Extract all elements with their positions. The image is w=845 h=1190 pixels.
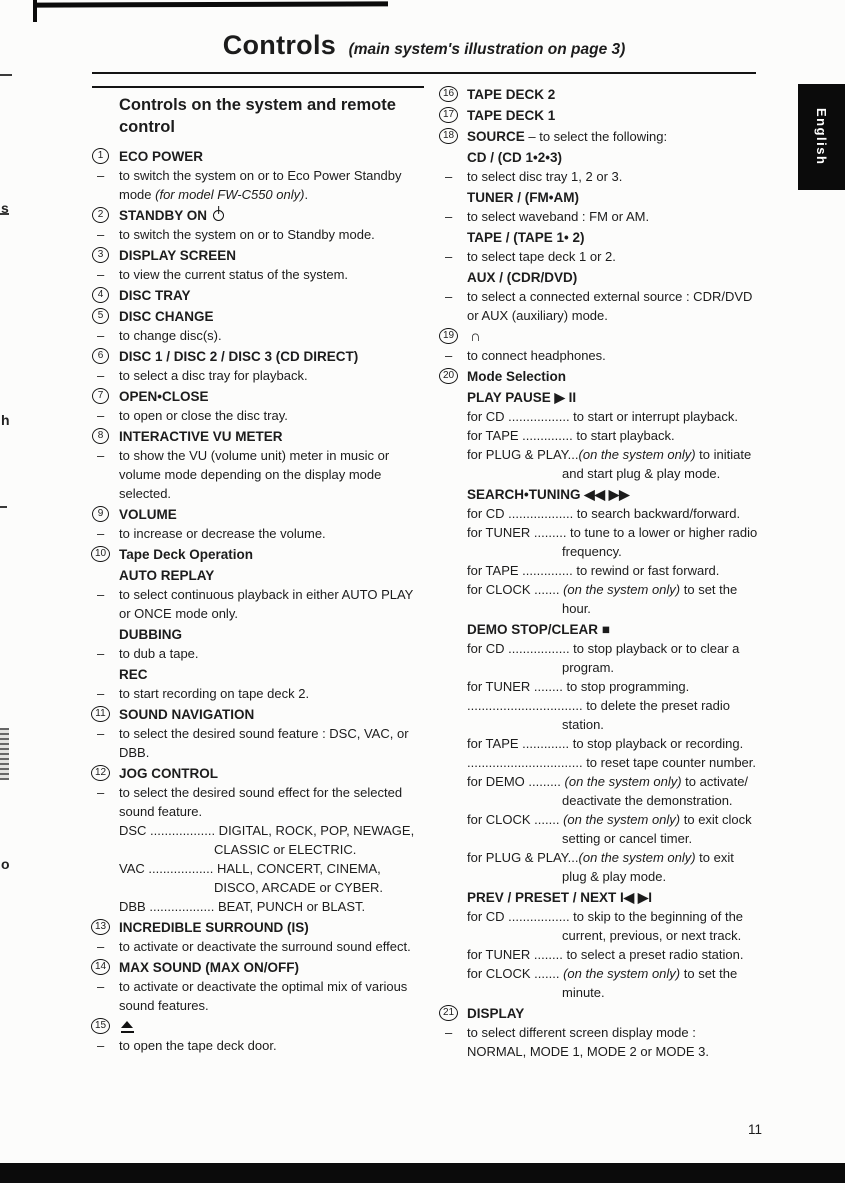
- control-entry: [92, 545, 424, 703]
- dash-bullet: –: [445, 209, 453, 224]
- dash-bullet: –: [97, 168, 105, 183]
- headphones-icon: ∩: [470, 328, 481, 345]
- item-number: 18: [439, 128, 458, 144]
- control-entry: [440, 367, 758, 1002]
- edge-artifact-line: [0, 74, 12, 76]
- control-name: JOG CONTROL: [119, 766, 219, 781]
- control-heading: [92, 147, 424, 166]
- edge-artifact-letter: s: [1, 200, 9, 216]
- control-name: MAX SOUND (MAX ON/OFF): [119, 960, 299, 975]
- description-text: to start recording on tape deck 2.: [119, 686, 310, 701]
- detail-line: for TUNER ........ to stop programming.: [467, 679, 690, 694]
- control-heading: [92, 206, 424, 225]
- control-entry: [440, 1004, 758, 1061]
- dash-bullet: –: [445, 169, 453, 184]
- control-heading: [440, 85, 758, 104]
- control-entry: [92, 286, 424, 305]
- control-name: DISC TRAY: [119, 288, 191, 303]
- control-name: VOLUME: [119, 507, 177, 522]
- detail-line: for TAPE .............. to start playback.: [467, 428, 675, 443]
- description-line: [92, 724, 424, 762]
- description-line: [440, 287, 758, 325]
- item-number: 8: [92, 428, 109, 444]
- control-heading: [440, 1004, 758, 1023]
- control-entry: [92, 387, 424, 425]
- dash-bullet: –: [445, 1025, 453, 1040]
- control-entry: [92, 958, 424, 1015]
- control-heading: [440, 327, 758, 346]
- description-text: to activate or deactivate the surround sound effect.: [119, 939, 411, 954]
- dash-bullet: –: [445, 348, 453, 363]
- item-number: 13: [91, 919, 110, 935]
- description-line: [92, 1036, 424, 1055]
- page-subtitle: (main system's illustration on page 3): [348, 41, 626, 58]
- description-line: [440, 346, 758, 365]
- control-heading: [92, 545, 424, 564]
- page-title: Controls: [222, 30, 337, 60]
- edge-artifact-letter: o: [1, 856, 10, 872]
- language-tab: [798, 84, 845, 190]
- control-name: SOURCE: [467, 129, 525, 144]
- item-number: 21: [439, 1005, 458, 1021]
- detail-line: for CD ................. to skip to the beginning of the current, previous, or next track.: [467, 909, 744, 943]
- control-heading: [92, 705, 424, 724]
- language-tab-label: English: [814, 108, 829, 166]
- control-entry: [92, 206, 424, 244]
- description-line: [440, 167, 758, 186]
- dash-bullet: –: [97, 227, 105, 242]
- detail-line: for CLOCK ....... (on the system only) to set the hour.: [467, 582, 738, 616]
- description-text: to open the tape deck door.: [119, 1038, 277, 1053]
- description-line: [92, 644, 424, 663]
- item-number: 2: [92, 207, 109, 223]
- control-heading: [92, 918, 424, 937]
- detail-line: DBB .................. BEAT, PUNCH or BLAST.: [119, 899, 366, 914]
- control-name: SOUND NAVIGATION: [119, 707, 255, 722]
- description-line: [92, 937, 424, 956]
- description-line: [92, 406, 424, 425]
- sub-control-name: REC: [119, 667, 148, 682]
- item-number: 3: [92, 247, 109, 263]
- control-entry: [92, 705, 424, 762]
- control-name: Mode Selection: [467, 369, 567, 384]
- dash-bullet: –: [97, 785, 105, 800]
- control-name: TAPE DECK 2: [467, 87, 556, 102]
- description-line: [92, 585, 424, 623]
- sub-control-name: CD / (CD 1•2•3): [467, 150, 562, 165]
- control-heading: [92, 505, 424, 524]
- control-entry: [92, 246, 424, 284]
- dash-bullet: –: [97, 939, 105, 954]
- detail-line: for TAPE ............. to stop playback or recording.: [467, 736, 744, 751]
- dash-bullet: –: [97, 587, 105, 602]
- description-line: [92, 166, 424, 204]
- description-line: [440, 1023, 758, 1061]
- page-number: 11: [748, 1122, 763, 1137]
- control-name: STANDBY ON: [119, 208, 208, 223]
- control-heading: [92, 764, 424, 783]
- detail-line: DSC .................. DIGITAL, ROCK, POP, NEWAGE, CLASSIC or ELECTRIC.: [119, 823, 415, 857]
- control-name: INCREDIBLE SURROUND (IS): [119, 920, 309, 935]
- dash-bullet: –: [445, 289, 453, 304]
- control-entry: [92, 427, 424, 503]
- description-text: to select a connected external source : CDR/DVD or AUX (auxiliary) mode.: [467, 289, 753, 323]
- section-title: Controls on the system and remote control: [119, 96, 396, 136]
- control-heading: [92, 427, 424, 446]
- dash-bullet: –: [97, 267, 105, 282]
- description-text: to select continuous playback in either AUTO PLAY or ONCE mode only.: [119, 587, 414, 621]
- control-name: DISPLAY SCREEN: [119, 248, 237, 263]
- dash-bullet: –: [97, 408, 105, 423]
- detail-line: for PLUG & PLAY...(on the system only) to exit plug & play mode.: [467, 850, 734, 884]
- item-number: 20: [439, 368, 458, 384]
- description-line: [92, 977, 424, 1015]
- control-entry: [92, 147, 424, 204]
- control-heading: [440, 367, 758, 386]
- detail-line: ................................ to reset tape counter number.: [467, 755, 757, 770]
- item-number: 7: [92, 388, 109, 404]
- item-number: 17: [439, 107, 458, 123]
- description-line: [92, 326, 424, 345]
- item-number: 12: [91, 765, 110, 781]
- right-entries: [440, 85, 758, 1061]
- edge-artifact-letter: h: [1, 412, 10, 428]
- description-text: to open or close the disc tray.: [119, 408, 288, 423]
- description-text: to activate or deactivate the optimal mix of various sound features.: [119, 979, 408, 1013]
- dash-bullet: –: [97, 646, 105, 661]
- detail-line: for TAPE .............. to rewind or fast forward.: [467, 563, 720, 578]
- control-heading: [92, 246, 424, 265]
- dash-bullet: –: [97, 686, 105, 701]
- control-entry: [92, 505, 424, 543]
- description-text: to select disc tray 1, 2 or 3.: [467, 169, 623, 184]
- dash-bullet: –: [97, 726, 105, 741]
- description-text: to select tape deck 1 or 2.: [467, 249, 616, 264]
- control-name: Tape Deck Operation: [119, 547, 254, 562]
- description-line: [92, 524, 424, 543]
- control-heading: [92, 387, 424, 406]
- sub-control-name: TUNER / (FM•AM): [467, 190, 579, 205]
- edge-artifact-line: [0, 506, 7, 508]
- edge-artifact-stripes: [0, 728, 9, 780]
- control-entry: [92, 347, 424, 385]
- detail-line: for TUNER ........ to select a preset radio station.: [467, 947, 744, 962]
- control-heading: [92, 347, 424, 366]
- detail-line: for CLOCK ....... (on the system only) to exit clock setting or cancel timer.: [467, 812, 752, 846]
- control-name: DISPLAY: [467, 1006, 525, 1021]
- detail-line: for TUNER ......... to tune to a lower or higher radio frequency.: [467, 525, 758, 559]
- control-name: DISC CHANGE: [119, 309, 214, 324]
- dash-bullet: –: [97, 448, 105, 463]
- description-text: to view the current status of the system.: [119, 267, 349, 282]
- power-icon: [213, 210, 224, 221]
- left-column-rule: [92, 86, 424, 88]
- description-text: to connect headphones.: [467, 348, 606, 363]
- control-entry: [92, 307, 424, 345]
- description-line: [440, 207, 758, 226]
- scan-mark-corner: [33, 0, 37, 22]
- item-number: 15: [91, 1018, 110, 1034]
- control-heading: [92, 286, 424, 305]
- control-heading-suffix: – to select the following:: [524, 129, 668, 144]
- control-heading: [440, 106, 758, 125]
- sub-control-name: DEMO STOP/CLEAR ■: [467, 622, 610, 637]
- description-text: to show the VU (volume unit) meter in music or volume mode depending on the display mode selected.: [119, 448, 390, 501]
- control-name: TAPE DECK 1: [467, 108, 556, 123]
- item-number: 10: [91, 546, 110, 562]
- item-number: 5: [92, 308, 109, 324]
- description-line: [92, 225, 424, 244]
- description-line: [92, 684, 424, 703]
- dash-bullet: –: [97, 979, 105, 994]
- control-entry: [92, 764, 424, 916]
- control-name: OPEN•CLOSE: [119, 389, 209, 404]
- right-column: [440, 84, 758, 1063]
- control-entry: [440, 106, 758, 125]
- sub-control-name: PLAY PAUSE ▶ II: [467, 390, 577, 405]
- description-text: to select different screen display mode : NORMAL, MODE 1, MODE 2 or MODE 3.: [467, 1025, 709, 1059]
- sub-control-name: DUBBING: [119, 627, 182, 642]
- description-text: to switch the system on or to Eco Power Standby mode (for model FW-C550 only).: [119, 168, 402, 202]
- detail-line: for CD ................. to start or interrupt playback.: [467, 409, 738, 424]
- item-number: 11: [91, 706, 110, 722]
- control-name: ECO POWER: [119, 149, 204, 164]
- sub-control-name: SEARCH•TUNING ◀◀ ▶▶: [467, 487, 630, 502]
- detail-line: for CLOCK ....... (on the system only) to set the minute.: [467, 966, 738, 1000]
- description-text: to increase or decrease the volume.: [119, 526, 326, 541]
- sub-control-name: AUX / (CDR/DVD): [467, 270, 578, 285]
- bottom-bar: [0, 1163, 845, 1183]
- description-line: [92, 366, 424, 385]
- description-line: [92, 265, 424, 284]
- left-column: [92, 92, 424, 1057]
- item-number: 14: [91, 959, 110, 975]
- control-heading: [92, 307, 424, 326]
- description-text: to select the desired sound feature : DSC, VAC, or DBB.: [119, 726, 409, 760]
- item-number: 16: [439, 86, 458, 102]
- header-rule: [92, 72, 756, 74]
- control-name: DISC 1 / DISC 2 / DISC 3 (CD DIRECT): [119, 349, 359, 364]
- description-text: to select waveband : FM or AM.: [467, 209, 650, 224]
- detail-line: ................................ to delete the preset radio station.: [467, 698, 731, 732]
- control-heading: [92, 1017, 424, 1036]
- scan-mark-top: [36, 1, 388, 7]
- control-entry: [440, 327, 758, 365]
- description-text: to switch the system on or to Standby mode.: [119, 227, 375, 242]
- sub-control-name: PREV / PRESET / NEXT I◀ ▶I: [467, 890, 653, 905]
- description-line: [92, 783, 424, 821]
- detail-line: VAC .................. HALL, CONCERT, CINEMA, DISCO, ARCADE or CYBER.: [119, 861, 384, 895]
- dash-bullet: –: [97, 1038, 105, 1053]
- item-number: 19: [439, 328, 458, 344]
- description-text: to select a disc tray for playback.: [119, 368, 308, 383]
- dash-bullet: –: [445, 249, 453, 264]
- description-text: to dub a tape.: [119, 646, 199, 661]
- item-number: 9: [92, 506, 109, 522]
- item-number: 6: [92, 348, 109, 364]
- page-header: [92, 30, 756, 61]
- detail-line: for CD ................. to stop playback or to clear a program.: [467, 641, 740, 675]
- control-entry: [92, 918, 424, 956]
- detail-line: for CD .................. to search backward/forward.: [467, 506, 741, 521]
- left-entries: [92, 147, 424, 1055]
- control-heading: [440, 127, 758, 146]
- description-text: to change disc(s).: [119, 328, 222, 343]
- description-line: [440, 247, 758, 266]
- dash-bullet: –: [97, 526, 105, 541]
- description-line: [92, 446, 424, 503]
- control-entry: [440, 85, 758, 104]
- description-text: to select the desired sound effect for the selected sound feature.: [119, 785, 403, 819]
- sub-control-name: TAPE / (TAPE 1• 2): [467, 230, 585, 245]
- control-heading: [92, 958, 424, 977]
- eject-icon: [121, 1021, 134, 1033]
- detail-line: for DEMO ......... (on the system only) to activate/ deactivate the demonstration.: [467, 774, 749, 808]
- control-name: INTERACTIVE VU METER: [119, 429, 283, 444]
- dash-bullet: –: [97, 368, 105, 383]
- control-entry: [92, 1017, 424, 1055]
- item-number: 1: [92, 148, 109, 164]
- dash-bullet: –: [97, 328, 105, 343]
- control-entry: [440, 127, 758, 325]
- detail-line: for PLUG & PLAY...(on the system only) to initiate and start plug & play mode.: [467, 447, 752, 481]
- item-number: 4: [92, 287, 109, 303]
- sub-control-name: AUTO REPLAY: [119, 568, 215, 583]
